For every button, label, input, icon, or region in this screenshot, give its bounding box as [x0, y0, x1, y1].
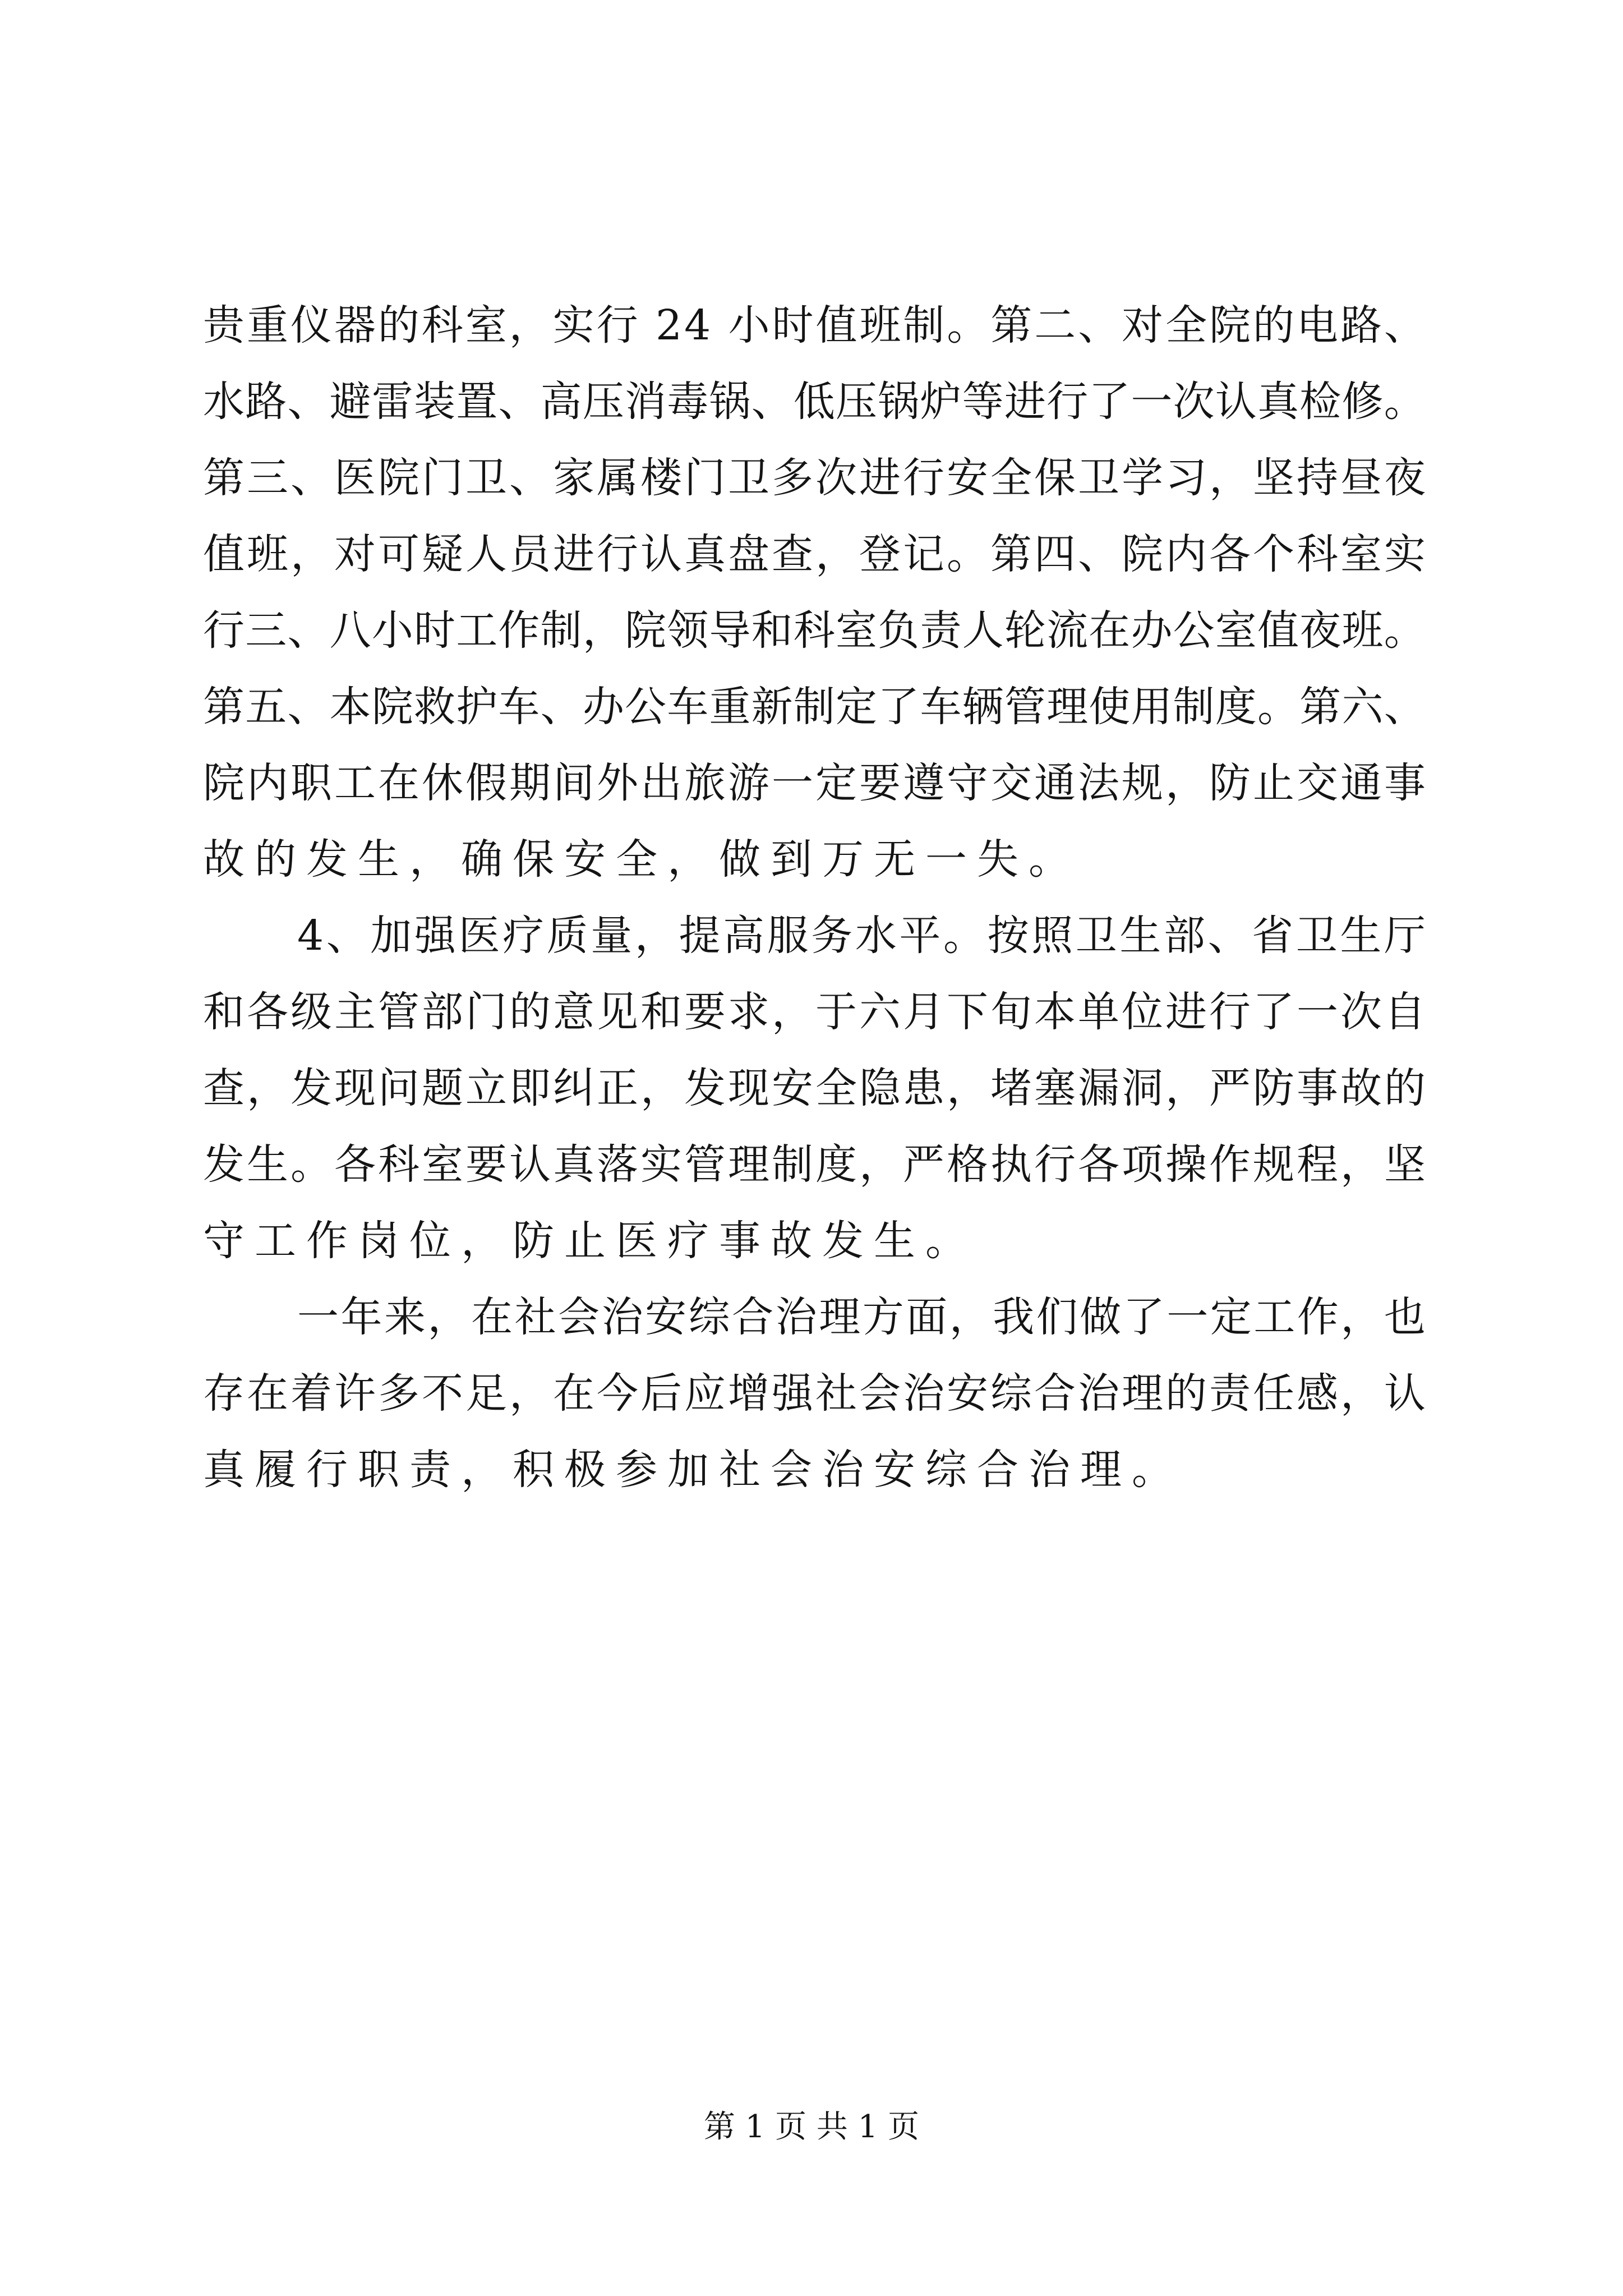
paragraph-3-line-1: 一 年 来 ， 在 社 会 治 安 综 合 治 理 方 面 ， 我 们 做 了 一 定 工 作 ， 也 — [297, 1293, 1426, 1341]
paragraph-3-line-2: 存 在 着 许 多 不 足 ， 在 今 后 应 增 强 社 会 治 安 综 合 治 理 的 责 任 感 ， 认 — [203, 1369, 1426, 1418]
paragraph-1-line-8: 故的发生，确保安全，做到万无一失。 — [203, 835, 1080, 884]
paragraph-1-line-3: 第 三 、 医 院 门 卫 、 家 属 楼 门 卫 多 次 进 行 安 全 保 卫 学 习 ， 坚 持 昼 夜 — [203, 454, 1426, 502]
paragraph-1-line-2: 水 路 、 避 雷 装 置 、 高 压 消 毒 锅 、 低 压 锅 炉 等 进 行 了 一 次 认 真 检 修 。 — [203, 378, 1426, 426]
paragraph-1-line-5: 行 三 、 八 小 时 工 作 制 ， 院 领 导 和 科 室 负 责 人 轮 流 在 办 公 室 值 夜 班 。 — [203, 606, 1426, 655]
paragraph-2-line-4: 发 生 。 各 科 室 要 认 真 落 实 管 理 制 度 ， 严 格 执 行 各 项 操 作 规 程 ， 坚 — [203, 1140, 1426, 1189]
paragraph-3-line-3: 真履行职责，积极参加社会治安综合治理。 — [203, 1446, 1183, 1494]
paragraph-2-line-5: 守工作岗位，防止医疗事故发生。 — [203, 1217, 977, 1265]
paragraph-1-line-6: 第 五 、 本 院 救 护 车 、 办 公 车 重 新 制 定 了 车 辆 管 理 使 用 制 度 。 第 六 、 — [203, 683, 1426, 731]
page-footer: 第 1 页 共 1 页 — [703, 2109, 920, 2145]
paragraph-1-line-4: 值 班 ， 对 可 疑 人 员 进 行 认 真 盘 查 ， 登 记 。 第 四 、 院 内 各 个 科 室 实 — [203, 530, 1426, 578]
paragraph-2-line-1: 4 、 加 强 医 疗 质 量 ， 提 高 服 务 水 平 。 按 照 卫 生 部 、 省 卫 生 厅 — [297, 912, 1426, 960]
paragraph-1-line-7: 院 内 职 工 在 休 假 期 间 外 出 旅 游 一 定 要 遵 守 交 通 法 规 ， 防 止 交 通 事 — [203, 759, 1426, 807]
paragraph-1-line-1: 贵 重 仪 器 的 科 室 ， 实 行 2 4 小 时 值 班 制 。 第 二 、 对 全 院 的 电 路 、 — [203, 301, 1426, 349]
paragraph-2-line-2: 和 各 级 主 管 部 门 的 意 见 和 要 求 ， 于 六 月 下 旬 本 单 位 进 行 了 一 次 自 — [203, 988, 1426, 1036]
paragraph-2-line-3: 查 ， 发 现 问 题 立 即 纠 正 ， 发 现 安 全 隐 患 ， 堵 塞 漏 洞 ， 严 防 事 故 的 — [203, 1064, 1426, 1112]
